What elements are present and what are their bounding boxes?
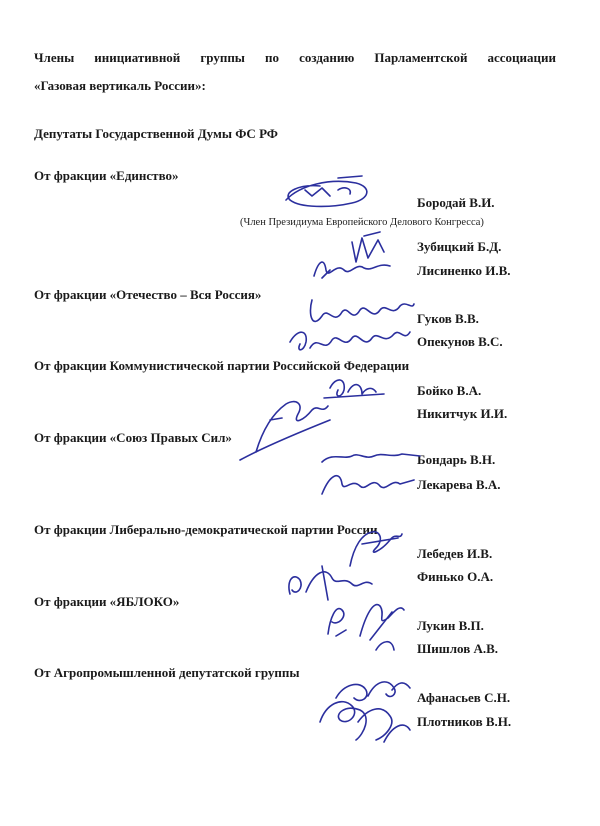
faction-title: От фракции «Единство» [34, 168, 179, 183]
signature-nikitchuk [240, 402, 330, 460]
member-name: Гуков В.В. [417, 311, 479, 326]
signature-plotnikov [320, 702, 410, 742]
signature-gukov [310, 300, 414, 321]
faction-title: От фракции «Отечество – Вся Россия» [34, 287, 262, 302]
member-name: Зубицкий Б.Д. [417, 239, 502, 254]
signature-opekunov [290, 332, 410, 350]
faction-title: От фракции «Союз Правых Сил» [34, 430, 232, 445]
member-name: Лебедев И.В. [417, 546, 493, 561]
document-heading-line2: «Газовая вертикаль России»: [34, 78, 206, 93]
signature-shishlov [360, 605, 404, 650]
signature-borodai [286, 176, 367, 206]
member-name: Бондарь В.Н. [417, 452, 496, 467]
member-name: Лисиненко И.В. [417, 263, 511, 278]
member-name: Бородай В.И. [417, 195, 495, 210]
signature-lukin [328, 609, 346, 636]
signature-lisinenko [314, 262, 390, 278]
faction-title: От фракции Коммунистической партии Российской Федерации [34, 358, 410, 373]
member-name: Финько О.А. [417, 569, 494, 584]
member-name: Бойко В.А. [417, 383, 482, 398]
signature-zubitsky [352, 232, 384, 262]
signature-bondar [322, 454, 420, 462]
subheading: Депутаты Государственной Думы ФС РФ [34, 126, 278, 141]
member-name: Опекунов В.С. [417, 334, 503, 349]
signature-boiko [324, 380, 384, 398]
faction-title: От фракции Либерально-демократической партии России [34, 522, 378, 537]
member-name: Лекарева В.А. [417, 477, 501, 492]
member-name: Шишлов А.В. [417, 641, 499, 656]
document-heading-line1: Члены инициативной группы по созданию Парламентской ассоциации [34, 50, 556, 65]
member-name: Лукин В.П. [417, 618, 484, 633]
signature-finko [289, 566, 372, 600]
signature-afanasyev [336, 682, 410, 701]
member-name: Плотников В.Н. [417, 714, 512, 729]
faction-title: От Агропромышленной депутатской группы [34, 665, 300, 680]
faction-title: От фракции «ЯБЛОКО» [34, 594, 180, 609]
signature-lekareva [322, 476, 414, 494]
member-note: (Член Президиума Европейского Делового Конгресса) [240, 217, 484, 228]
member-name: Афанасьев С.Н. [417, 690, 511, 705]
member-name: Никитчук И.И. [417, 406, 508, 421]
